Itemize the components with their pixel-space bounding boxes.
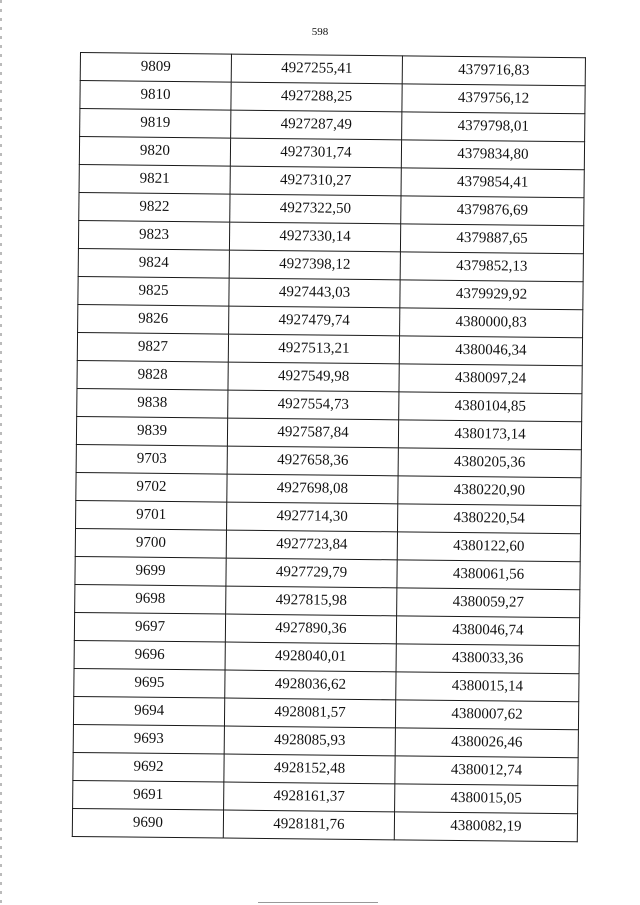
y-coordinate-cell: 4380097,24 (399, 364, 582, 394)
x-coordinate-cell: 4927890,36 (225, 614, 396, 644)
coordinates-table (72, 52, 586, 842)
y-coordinate-cell: 4380046,74 (396, 616, 579, 646)
y-coordinate-cell: 4379798,01 (402, 112, 585, 142)
y-coordinate-cell: 4380026,46 (395, 728, 578, 758)
y-coordinate-cell: 4379716,83 (402, 56, 585, 86)
x-coordinate-cell: 4927729,79 (226, 558, 397, 588)
y-coordinate-cell: 4379852,13 (400, 252, 583, 282)
x-coordinate-cell: 4927554,73 (228, 390, 399, 420)
y-coordinate-cell: 4379887,65 (400, 224, 583, 254)
x-coordinate-cell: 4928152,48 (224, 754, 395, 784)
table-row (77, 388, 582, 421)
point-id-cell: 9698 (75, 584, 226, 614)
x-coordinate-cell: 4927322,50 (230, 194, 401, 224)
y-coordinate-cell: 4380015,14 (396, 672, 579, 702)
x-coordinate-cell: 4928081,57 (224, 698, 395, 728)
point-id-cell: 9821 (79, 164, 230, 194)
x-coordinate-cell: 4927310,27 (230, 166, 401, 196)
table-row (76, 500, 581, 533)
y-coordinate-cell: 4380173,14 (398, 420, 581, 450)
point-id-cell: 9838 (77, 388, 228, 418)
point-id-cell: 9700 (75, 528, 226, 558)
x-coordinate-cell: 4927443,03 (229, 278, 400, 308)
point-id-cell: 9702 (76, 472, 227, 502)
x-coordinate-cell: 4927714,30 (227, 502, 398, 532)
table-row (73, 752, 578, 785)
table-row (80, 109, 585, 142)
table-row (77, 332, 582, 365)
table-row (75, 556, 580, 589)
y-coordinate-cell: 4380033,36 (396, 644, 579, 674)
x-coordinate-cell: 4927549,98 (228, 362, 399, 392)
x-coordinate-cell: 4927330,14 (229, 222, 400, 252)
point-id-cell: 9820 (79, 137, 230, 167)
point-id-cell: 9695 (74, 668, 225, 698)
y-coordinate-cell: 4380059,27 (397, 588, 580, 618)
point-id-cell: 9697 (74, 612, 225, 642)
table-row (76, 472, 581, 505)
table-row (74, 612, 579, 645)
table-row (79, 192, 584, 225)
x-coordinate-cell: 4927513,21 (228, 334, 399, 364)
y-coordinate-cell: 4380205,36 (398, 448, 581, 478)
x-coordinate-cell: 4927658,36 (227, 446, 398, 476)
table-row (79, 164, 584, 197)
y-coordinate-cell: 4380220,90 (398, 476, 581, 506)
table-row (76, 416, 581, 449)
point-id-cell: 9823 (78, 220, 229, 250)
y-coordinate-cell: 4379876,69 (401, 196, 584, 226)
table-row (72, 808, 577, 841)
x-coordinate-cell: 4927723,84 (226, 530, 397, 560)
table-row (75, 584, 580, 617)
coordinates-table-body (72, 53, 585, 842)
point-id-cell: 9824 (78, 248, 229, 278)
point-id-cell: 9809 (80, 53, 231, 83)
table-row (76, 444, 581, 477)
y-coordinate-cell: 4379756,12 (402, 84, 585, 114)
y-coordinate-cell: 4380007,62 (395, 700, 578, 730)
table-row (78, 304, 583, 337)
point-id-cell: 9692 (73, 752, 224, 782)
x-coordinate-cell: 4927288,25 (231, 82, 402, 112)
x-coordinate-cell: 4927255,41 (231, 54, 402, 84)
point-id-cell: 9694 (73, 696, 224, 726)
y-coordinate-cell: 4380000,83 (400, 308, 583, 338)
x-coordinate-cell: 4928085,93 (224, 726, 395, 756)
point-id-cell: 9701 (76, 500, 227, 530)
y-coordinate-cell: 4379834,80 (401, 140, 584, 170)
x-coordinate-cell: 4928040,01 (225, 642, 396, 672)
y-coordinate-cell: 4380220,54 (397, 504, 580, 534)
x-coordinate-cell: 4928161,37 (224, 782, 395, 812)
y-coordinate-cell: 4380012,74 (395, 756, 578, 786)
y-coordinate-cell: 4380122,60 (397, 532, 580, 562)
table-row (75, 528, 580, 561)
x-coordinate-cell: 4927301,74 (230, 138, 401, 168)
x-coordinate-cell: 4927815,98 (226, 586, 397, 616)
point-id-cell: 9810 (80, 81, 231, 111)
point-id-cell: 9703 (76, 444, 227, 474)
table-row (79, 137, 584, 170)
x-coordinate-cell: 4927479,74 (229, 306, 400, 336)
x-coordinate-cell: 4927287,49 (231, 110, 402, 140)
point-id-cell: 9827 (77, 332, 228, 362)
table-row (74, 668, 579, 701)
point-id-cell: 9690 (72, 808, 223, 838)
x-coordinate-cell: 4928036,62 (225, 670, 396, 700)
point-id-cell: 9699 (75, 556, 226, 586)
x-coordinate-cell: 4927698,08 (227, 474, 398, 504)
y-coordinate-cell: 4379929,92 (400, 280, 583, 310)
y-coordinate-cell: 4380015,05 (395, 784, 578, 814)
point-id-cell: 9693 (73, 724, 224, 754)
y-coordinate-cell: 4380046,34 (399, 336, 582, 366)
y-coordinate-cell: 4380104,85 (399, 392, 582, 422)
y-coordinate-cell: 4380061,56 (397, 560, 580, 590)
x-coordinate-cell: 4928181,76 (223, 810, 394, 840)
scan-bottom-mark (258, 902, 378, 903)
table-row (73, 724, 578, 757)
table-row (73, 780, 578, 813)
x-coordinate-cell: 4927398,12 (229, 250, 400, 280)
point-id-cell: 9828 (77, 360, 228, 390)
table-row (73, 696, 578, 729)
point-id-cell: 9825 (78, 276, 229, 306)
point-id-cell: 9696 (74, 640, 225, 670)
point-id-cell: 9839 (76, 416, 227, 446)
point-id-cell: 9822 (79, 192, 230, 222)
table-row (80, 53, 585, 86)
point-id-cell: 9819 (80, 109, 231, 139)
x-coordinate-cell: 4927587,84 (227, 418, 398, 448)
table-row (78, 220, 583, 253)
table-row (78, 276, 583, 309)
table-row (78, 248, 583, 281)
page-number: 598 (311, 26, 329, 38)
point-id-cell: 9691 (73, 780, 224, 810)
scan-edge-mark (0, 0, 2, 905)
point-id-cell: 9826 (78, 304, 229, 334)
y-coordinate-cell: 4380082,19 (394, 812, 577, 842)
y-coordinate-cell: 4379854,41 (401, 168, 584, 198)
